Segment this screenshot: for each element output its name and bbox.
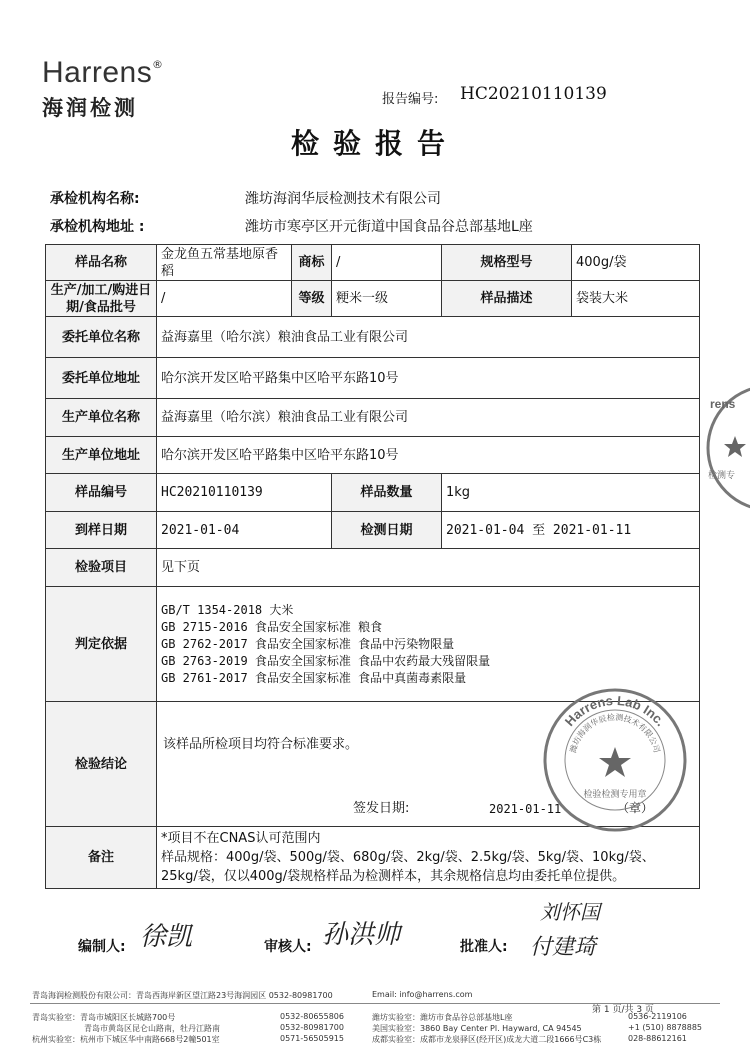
basis-standard: GB/T 1354-2018 大米 bbox=[161, 602, 294, 617]
remarks bbox=[157, 827, 700, 889]
reviewer-label: 审核人: bbox=[264, 939, 312, 955]
brand-label: 商标 bbox=[292, 245, 332, 281]
basis-standard: GB 2761-2017 食品安全国家标准 食品中真菌毒素限量 bbox=[161, 670, 467, 685]
footer-company: 青岛海润检测股份有限公司：青岛西海岸新区望江路23号海润园区 0532-80981700 bbox=[32, 991, 333, 1000]
test-items-label: 检验项目 bbox=[46, 549, 157, 587]
grade-value: 粳米一级 bbox=[332, 281, 442, 317]
client-address: 哈尔滨开发区哈平路集中区哈平东路10号 bbox=[157, 358, 700, 399]
client-name-label: 委托单位名称 bbox=[46, 317, 157, 358]
company-logo-cn: 海润检测 bbox=[42, 96, 138, 120]
star-icon bbox=[724, 436, 746, 457]
basis-standard: GB 2715-2016 食品安全国家标准 粮食 bbox=[161, 619, 383, 634]
arrival-date: 2021-01-04 bbox=[157, 512, 332, 549]
sample-name-label: 样品名称 bbox=[46, 245, 157, 281]
seal-outer-text: Harrens Lab Inc. bbox=[561, 692, 669, 729]
producer-name-label: 生产单位名称 bbox=[46, 399, 157, 437]
issue-date: 2021-01-11 bbox=[489, 802, 562, 816]
approver-signature: 付建琦 bbox=[530, 935, 597, 960]
side-seal-text: 检测专 bbox=[708, 471, 736, 481]
report-number-label: 报告编号: bbox=[382, 92, 439, 107]
producer-address-label: 生产单位地址 bbox=[46, 437, 157, 474]
footer-lab-phone: 0532-80981700 bbox=[280, 1023, 344, 1032]
footer-lab-phone: 0532-80655806 bbox=[280, 1012, 344, 1021]
sample-quantity: 1kg bbox=[442, 474, 700, 512]
approver-signature: 刘怀国 bbox=[540, 900, 600, 924]
inspection-org-name: 潍坊海润华辰检测技术有限公司 bbox=[245, 191, 441, 207]
test-items: 见下页 bbox=[157, 549, 700, 587]
report-number: HC20210110139 bbox=[460, 84, 607, 104]
page-title: 检验报告 bbox=[290, 127, 459, 160]
side-seal-stamp bbox=[700, 378, 750, 518]
footer-lab-address: 潍坊实验室：潍坊市食品谷总部基地L座 bbox=[372, 1013, 513, 1022]
remark-line: 25kg/袋，仅以400g/袋规格样品为检测样本，其余规格信息均由委托单位提供。 bbox=[161, 869, 626, 884]
sample-quantity-label: 样品数量 bbox=[332, 474, 442, 512]
remarks-label: 备注 bbox=[46, 827, 157, 889]
client-name: 益海嘉里（哈尔滨）粮油食品工业有限公司 bbox=[157, 317, 700, 358]
brand-value: / bbox=[332, 245, 442, 281]
footer-lab-phone: 0536-2119106 bbox=[628, 1012, 687, 1021]
official-seal-stamp bbox=[540, 685, 690, 835]
issue-date-label: 签发日期: bbox=[353, 801, 410, 816]
footer-lab-address: 成都实验室：成都市龙泉驿区(经开区)成龙大道二段1666号C3栋 bbox=[372, 1035, 602, 1044]
footer-lab-address: 杭州实验室：杭州市下城区华中南路668号2幢501室 bbox=[32, 1035, 220, 1044]
producer-name: 益海嘉里（哈尔滨）粮油食品工业有限公司 bbox=[157, 399, 700, 437]
footer-lab-phone: 0571-56505915 bbox=[280, 1034, 344, 1043]
company-logo-en: Harrens bbox=[42, 56, 153, 89]
test-date-label: 检测日期 bbox=[332, 512, 442, 549]
producer-address: 哈尔滨开发区哈平路集中区哈平东路10号 bbox=[157, 437, 700, 474]
editor-signature: 徐凯 bbox=[140, 922, 193, 952]
sample-description-label: 样品描述 bbox=[442, 281, 572, 317]
spec-label: 规格型号 bbox=[442, 245, 572, 281]
footer-lab-address: 青岛实验室：青岛市城阳区长城路700号 bbox=[32, 1013, 176, 1022]
sample-description: 袋装大米 bbox=[572, 281, 700, 317]
basis-standard: GB 2762-2017 食品安全国家标准 食品中污染物限量 bbox=[161, 636, 455, 651]
remark-line: 样品规格：400g/袋、500g/袋、680g/袋、2kg/袋、2.5kg/袋、5kg/袋、10kg/袋、 bbox=[161, 850, 655, 865]
star-icon bbox=[599, 747, 631, 777]
sample-number: HC20210110139 bbox=[157, 474, 332, 512]
footer-lab-address: 青岛市黄岛区昆仑山路南，牡丹江路南 bbox=[84, 1024, 220, 1033]
judgment-basis-label: 判定依据 bbox=[46, 587, 157, 702]
sample-number-label: 样品编号 bbox=[46, 474, 157, 512]
footer-email: Email: info@harrens.com bbox=[372, 990, 473, 999]
remark-line: *项目不在CNAS认可范围内 bbox=[161, 831, 321, 846]
seal-inner-text: 潍坊海润华辰检测技术有限公司 bbox=[568, 712, 662, 754]
reviewer-signature: 孙洪帅 bbox=[322, 920, 401, 950]
production-date: / bbox=[157, 281, 292, 317]
page-number: 第 1 页/共 3 页 bbox=[592, 1005, 654, 1015]
conclusion-text: 该样品所检项目均符合标准要求。 bbox=[163, 737, 359, 752]
production-date-label: 生产/加工/购进日期/食品批号 bbox=[46, 281, 157, 317]
inspection-org-address-label: 承检机构地址 : bbox=[50, 219, 145, 235]
side-seal-text: rens bbox=[710, 397, 736, 411]
basis-standard: GB 2763-2019 食品安全国家标准 食品中农药最大残留限量 bbox=[161, 653, 491, 668]
arrival-date-label: 到样日期 bbox=[46, 512, 157, 549]
inspection-org-address: 潍坊市寒亭区开元街道中国食品谷总部基地L座 bbox=[245, 219, 533, 235]
svg-text:Harrens Lab Inc. bbox=[562, 693, 669, 729]
editor-label: 编制人: bbox=[78, 939, 126, 955]
client-address-label: 委托单位地址 bbox=[46, 358, 157, 399]
seal-mark: （章） bbox=[617, 801, 654, 815]
sample-name: 金龙鱼五常基地原香稻 bbox=[157, 245, 292, 281]
spec-value: 400g/袋 bbox=[572, 245, 700, 281]
footer-lab-address: 美国实验室：3860 Bay Center Pl. Hayward, CA 94545 bbox=[372, 1024, 582, 1033]
grade-label: 等级 bbox=[292, 281, 332, 317]
seal-bottom-text: 检验检测专用章 bbox=[583, 790, 647, 800]
approver-label: 批准人: bbox=[460, 939, 508, 955]
inspection-org-name-label: 承检机构名称: bbox=[50, 191, 140, 207]
footer-lab-phone: +1 (510) 8878885 bbox=[628, 1023, 703, 1032]
registered-mark: ® bbox=[152, 58, 163, 71]
footer-lab-phone: 028-88612161 bbox=[628, 1034, 687, 1043]
test-date: 2021-01-04 至 2021-01-11 bbox=[442, 512, 700, 549]
conclusion-label: 检验结论 bbox=[46, 702, 157, 827]
